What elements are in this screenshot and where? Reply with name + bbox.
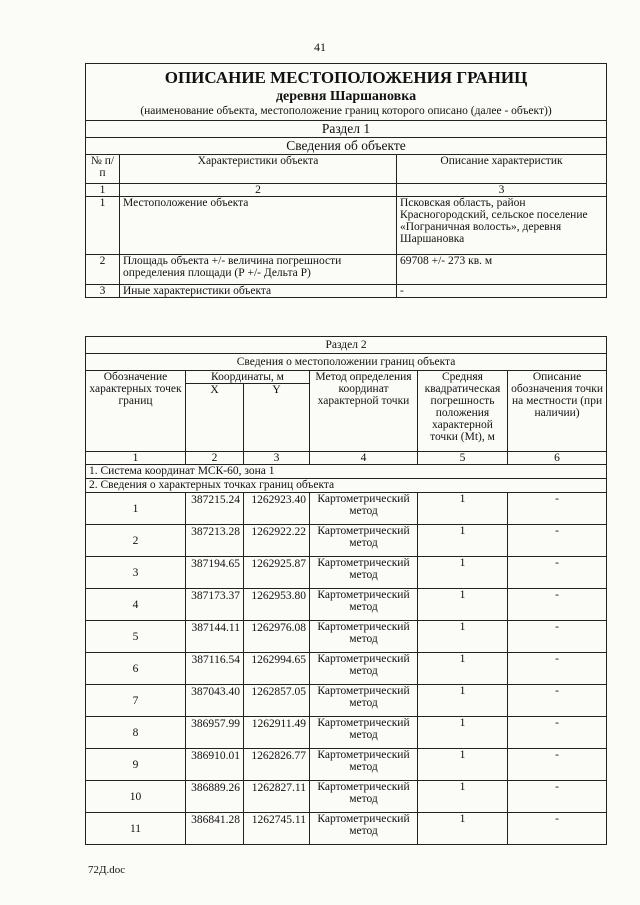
h-mt: Средняя квадратическая погрешность положения характерной точки (Mt), м [418, 371, 508, 452]
point-number: 9 [86, 749, 186, 781]
point-x: 387194.65 [186, 557, 244, 589]
point-x: 386889.26 [186, 781, 244, 813]
table-row [86, 197, 607, 255]
point-x: 386910.01 [186, 749, 244, 781]
point-number: 7 [86, 685, 186, 717]
point-mt: 1 [418, 781, 508, 813]
row-desc: Псковская область, район Красногородский, сельское поселение «Пограничная волость», деревня Шаршановка [397, 197, 607, 255]
point-y: 1262953.80 [244, 589, 310, 621]
points-body [86, 493, 607, 845]
point-method: Картометрический метод [310, 621, 418, 653]
point-mt: 1 [418, 685, 508, 717]
point-method: Картометрический метод [310, 589, 418, 621]
point-x: 387213.28 [186, 525, 244, 557]
point-desc: - [508, 525, 607, 557]
row-char: Площадь объекта +/- величина погрешности определения площади (Р +/- Дельта Р) [120, 255, 397, 285]
point-mt: 1 [418, 557, 508, 589]
section1-title: Сведения об объекте [86, 138, 607, 155]
points-title: 2. Сведения о характерных точках границ объекта [86, 479, 607, 493]
table-row [86, 813, 607, 845]
col-index: 3 [397, 184, 607, 197]
row-char: Иные характеристики объекта [120, 285, 397, 298]
point-number: 3 [86, 557, 186, 589]
point-mt: 1 [418, 813, 508, 845]
point-desc: - [508, 589, 607, 621]
point-number: 1 [86, 493, 186, 525]
table-row [86, 493, 607, 525]
point-desc: - [508, 813, 607, 845]
table-row [86, 255, 607, 285]
h-desc: Описание обозначения точки на местности (при наличии) [508, 371, 607, 452]
point-desc: - [508, 749, 607, 781]
point-y: 1262745.11 [244, 813, 310, 845]
table-row [86, 621, 607, 653]
point-mt: 1 [418, 589, 508, 621]
object-name: деревня Шаршановка [86, 88, 607, 105]
table-row [86, 717, 607, 749]
col-index: 1 [86, 452, 186, 465]
col-index: 2 [120, 184, 397, 197]
document-title: ОПИСАНИЕ МЕСТОПОЛОЖЕНИЯ ГРАНИЦ [86, 64, 607, 89]
section2-label: Раздел 2 [86, 337, 607, 354]
point-x: 387144.11 [186, 621, 244, 653]
col-num-header: № п/п [86, 155, 120, 184]
point-desc: - [508, 685, 607, 717]
h-method: Метод определения координат характерной точки [310, 371, 418, 452]
point-x: 387215.24 [186, 493, 244, 525]
point-y: 1262827.11 [244, 781, 310, 813]
point-desc: - [508, 781, 607, 813]
section1-label: Раздел 1 [86, 121, 607, 138]
row-num: 2 [86, 255, 120, 285]
point-y: 1262925.87 [244, 557, 310, 589]
object-info-table [85, 63, 607, 298]
col-char-header: Характеристики объекта [120, 155, 397, 184]
point-method: Картометрический метод [310, 525, 418, 557]
h-coords: Координаты, м [186, 371, 310, 384]
point-x: 387043.40 [186, 685, 244, 717]
point-y: 1262994.65 [244, 653, 310, 685]
coord-system: 1. Система координат МСК-60, зона 1 [86, 465, 607, 479]
col-index: 2 [186, 452, 244, 465]
point-method: Картометрический метод [310, 749, 418, 781]
point-desc: - [508, 557, 607, 589]
point-method: Картометрический метод [310, 685, 418, 717]
point-mt: 1 [418, 749, 508, 781]
point-mt: 1 [418, 621, 508, 653]
point-desc: - [508, 493, 607, 525]
point-method: Картометрический метод [310, 781, 418, 813]
point-number: 11 [86, 813, 186, 845]
point-method: Картометрический метод [310, 717, 418, 749]
col-index: 6 [508, 452, 607, 465]
point-y: 1262922.22 [244, 525, 310, 557]
table-row [86, 781, 607, 813]
point-mt: 1 [418, 493, 508, 525]
point-method: Картометрический метод [310, 493, 418, 525]
h-x: X [186, 384, 244, 452]
col-index: 3 [244, 452, 310, 465]
table-row [86, 285, 607, 298]
h-point: Обозначение характерных точек границ [86, 371, 186, 452]
point-method: Картометрический метод [310, 653, 418, 685]
point-number: 8 [86, 717, 186, 749]
point-y: 1262976.08 [244, 621, 310, 653]
footer-filename: 72Д.doc [88, 864, 126, 876]
point-mt: 1 [418, 717, 508, 749]
point-number: 4 [86, 589, 186, 621]
point-method: Картометрический метод [310, 813, 418, 845]
table-row [86, 685, 607, 717]
point-number: 5 [86, 621, 186, 653]
point-x: 387173.37 [186, 589, 244, 621]
row-desc: 69708 +/- 273 кв. м [397, 255, 607, 285]
col-index: 4 [310, 452, 418, 465]
point-number: 10 [86, 781, 186, 813]
row-num: 3 [86, 285, 120, 298]
point-mt: 1 [418, 525, 508, 557]
table-row [86, 525, 607, 557]
point-x: 386957.99 [186, 717, 244, 749]
point-y: 1262911.49 [244, 717, 310, 749]
point-y: 1262826.77 [244, 749, 310, 781]
col-index: 5 [418, 452, 508, 465]
point-method: Картометрический метод [310, 557, 418, 589]
section2-title: Сведения о местоположении границ объекта [86, 354, 607, 371]
point-desc: - [508, 653, 607, 685]
table-row [86, 653, 607, 685]
boundary-points-table [85, 336, 607, 845]
point-number: 6 [86, 653, 186, 685]
row-char: Местоположение объекта [120, 197, 397, 255]
point-y: 1262923.40 [244, 493, 310, 525]
point-number: 2 [86, 525, 186, 557]
point-mt: 1 [418, 653, 508, 685]
row-num: 1 [86, 197, 120, 255]
col-index: 1 [86, 184, 120, 197]
object-note: (наименование объекта, местоположение границ которого описано (далее - объект)) [86, 105, 607, 121]
point-desc: - [508, 717, 607, 749]
table-row [86, 749, 607, 781]
point-x: 387116.54 [186, 653, 244, 685]
point-x: 386841.28 [186, 813, 244, 845]
point-y: 1262857.05 [244, 685, 310, 717]
row-desc: - [397, 285, 607, 298]
col-desc-header: Описание характеристик [397, 155, 607, 184]
table-row [86, 589, 607, 621]
table-row [86, 557, 607, 589]
point-desc: - [508, 621, 607, 653]
h-y: Y [244, 384, 310, 452]
page-number: 41 [314, 40, 326, 54]
